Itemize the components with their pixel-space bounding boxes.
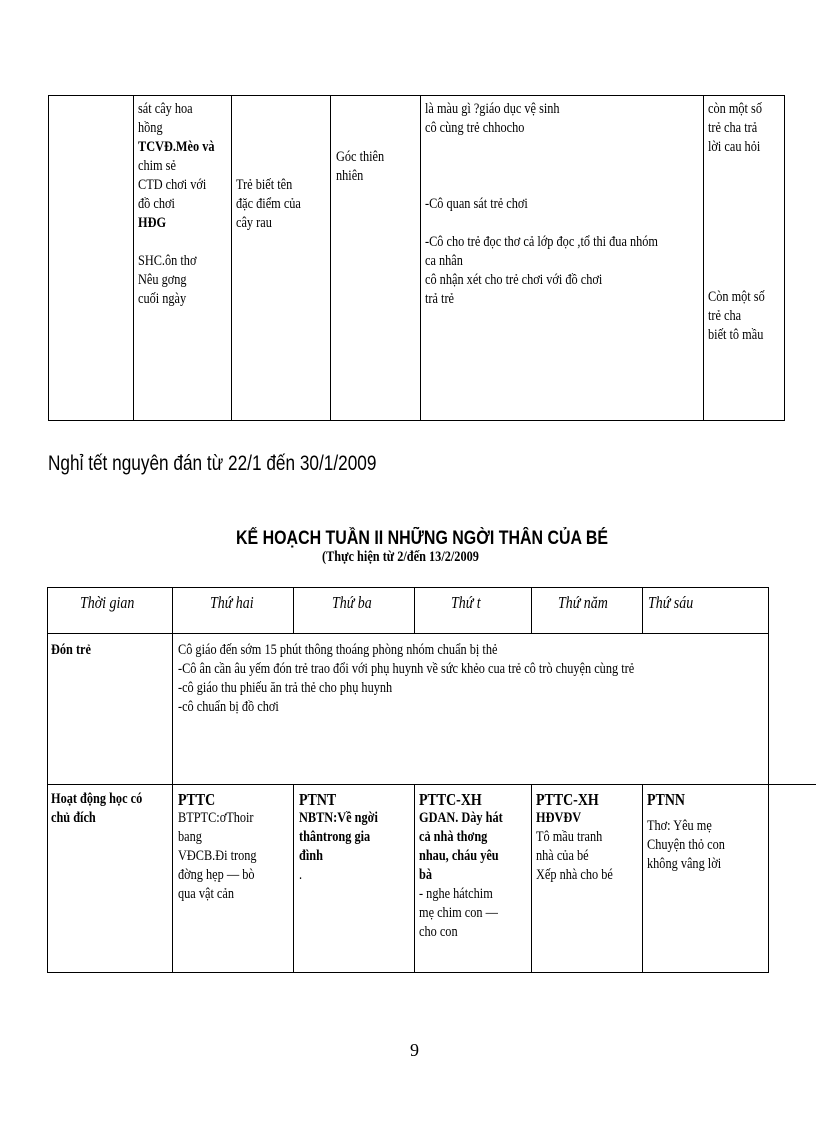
holiday-note: Nghỉ tết nguyên đán từ 22/1 đến 30/1/2009 — [48, 452, 377, 475]
activity-monday: PTTC BTPTC:ơThoir bang VĐCB.Đi trong đờng hẹp — bò qua vật cản — [178, 790, 257, 902]
top-col6-top: còn một số trẻ cha trả lời cau hỏi — [708, 101, 762, 155]
don-tre-content: Cô giáo đến sớm 15 phút thông thoáng phòng nhóm chuẩn bị thẻ -Cô ân cần âu yếm đón trẻ trao đổi với phụ huynh về sức khẻo cua trẻ cô trò chuyện cùng trẻ -cô giáo thu phiếu ăn trả thẻ cho phụ huynh -cô chuẩn bị đồ chơi — [178, 642, 635, 715]
activity-tuesday: PTNT NBTN:Về ngời thântrong gia đình . — [299, 790, 378, 883]
don-tre-label: Đón trẻ — [51, 642, 91, 658]
top-col4: Góc thiên nhiên — [336, 149, 385, 184]
header-thu-sau: Thứ sáu — [648, 593, 694, 612]
header-thu-hai: Thứ hai — [210, 593, 254, 612]
plan-subtitle: (Thực hiện từ 2/đến 13/2/2009 — [322, 549, 479, 565]
header-thu-nam: Thứ năm — [558, 593, 608, 612]
activity-friday: PTNN Thơ: Yêu mẹ Chuyện thỏ con không vâng lời — [647, 790, 725, 872]
top-col3: Trẻ biết tên đặc điểm của cây rau — [236, 177, 301, 231]
header-thu-ba: Thứ ba — [332, 593, 372, 612]
header-thoi-gian: Thời gian — [80, 593, 135, 612]
plan-title: KẾ HOẠCH TUẦN II NHỮNG NGỜI THÂN CỦA BÉ — [236, 528, 609, 549]
top-col5: là màu gì ?giáo dục vệ sinh cô cùng trẻ chhocho -Cô quan sát trẻ chơi -Cô cho trẻ đọc thơ cả lớp đọc ,tổ thi đua nhóm ca nhân cô nhận xét cho trẻ chơi với đồ chơi trả trẻ — [425, 101, 658, 307]
top-col2: sát cây hoa hồng TCVĐ.Mèo và chim sẻ CTD chơi với đồ chơi HĐG SHC.ôn thơ Nêu gơng cuối ngày — [138, 101, 215, 307]
activity-thursday: PTTC-XH HĐVĐV Tô mầu tranh nhà của bé Xếp nhà cho bé — [536, 790, 613, 883]
activity-wednesday: PTTC-XH GDAN. Dày hát cả nhà thơng nhau, cháu yêu bà - nghe hátchim mẹ chim con — cho con — [419, 790, 503, 940]
page-number: 9 — [410, 1040, 419, 1060]
header-thu-tu: Thứ t — [451, 593, 481, 612]
top-col6-bottom: Còn một số trẻ cha biết tô mầu — [708, 289, 765, 343]
hoat-dong-label: Hoạt động học có chủ đích — [51, 791, 143, 826]
